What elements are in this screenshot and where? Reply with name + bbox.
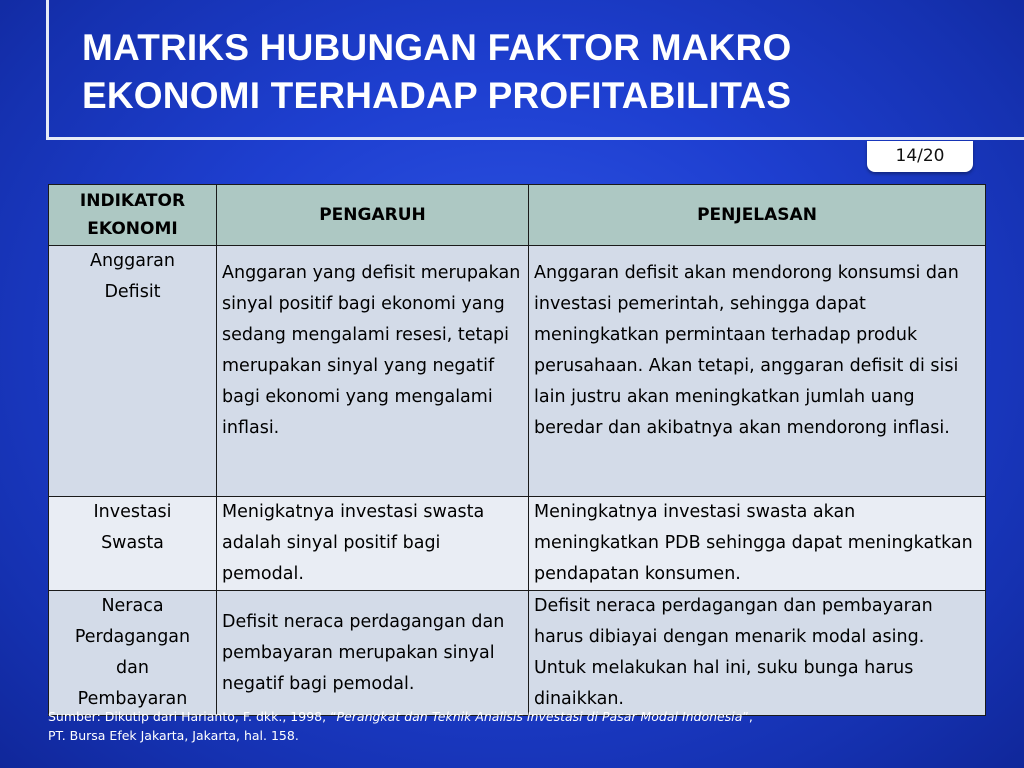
slide-title-line-2: EKONOMI TERHADAP PROFITABILITAS	[82, 75, 792, 116]
source-line-2: PT. Bursa Efek Jakarta, Jakarta, hal. 158.	[48, 728, 299, 743]
indicator-line-2: Swasta	[101, 533, 164, 553]
source-prefix: Sumber: Dikutip dari Harianto, F. dkk., 1998, “	[48, 709, 337, 724]
table-header-row	[49, 185, 986, 246]
indicator-cell	[49, 497, 217, 591]
indicator-line-2: Defisit	[104, 282, 161, 302]
indicator-line-3: dan	[116, 658, 149, 678]
penjelasan-cell: Meningkatnya investasi swasta akan meningkatkan PDB sehingga dapat meningkatkan pendapatan konsumen.	[529, 497, 986, 591]
header-indikator-ekonomi	[49, 185, 217, 246]
pengaruh-cell: Menigkatnya investasi swasta adalah sinyal positif bagi pemodal.	[217, 497, 529, 591]
indicator-line-4: Pembayaran	[77, 689, 188, 709]
pengaruh-cell: Anggaran yang defisit merupakan sinyal positif bagi ekonomi yang sedang mengalami resesi, tetapi merupakan sinyal yang negatif bagi ekonomi yang mengalami inflasi.	[217, 246, 529, 497]
indicator-line-2: Perdagangan	[74, 627, 191, 647]
source-line-1	[48, 707, 998, 726]
indicator-line-1: Investasi	[93, 502, 172, 522]
slide-title-line-1: MATRIKS HUBUNGAN FAKTOR MAKRO	[82, 27, 792, 68]
header-indikator-line-2: EKONOMI	[87, 219, 178, 239]
page-indicator: 14/20	[867, 141, 973, 172]
source-suffix: ”,	[742, 709, 753, 724]
table-row	[49, 246, 986, 497]
table-row	[49, 591, 986, 716]
header-penjelasan: PENJELASAN	[529, 185, 986, 246]
indicator-line-1: Anggaran	[89, 251, 175, 271]
indicator-line-1: Neraca	[101, 596, 164, 616]
table-row	[49, 497, 986, 591]
slide-title	[82, 24, 982, 120]
indicator-cell	[49, 591, 217, 716]
indicator-cell	[49, 246, 217, 497]
source-citation	[48, 707, 998, 745]
header-indikator-line-1: INDIKATOR	[79, 191, 186, 211]
source-book-title: Perangkat dan Teknik Analisis Investasi di Pasar Modal Indonesia	[336, 709, 743, 724]
header-pengaruh: PENGARUH	[217, 185, 529, 246]
penjelasan-cell: Defisit neraca perdagangan dan pembayaran harus dibiayai dengan menarik modal asing. Untuk melakukan hal ini, suku bunga harus dinaikkan.	[529, 591, 986, 716]
pengaruh-cell: Defisit neraca perdagangan dan pembayaran merupakan sinyal negatif bagi pemodal.	[217, 591, 529, 716]
penjelasan-cell: Anggaran defisit akan mendorong konsumsi dan investasi pemerintah, sehingga dapat meningkatkan permintaan terhadap produk perusahaan. Akan tetapi, anggaran defisit di sisi lain justru akan meningkatkan jumlah uang beredar dan akibatnya akan mendorong inflasi.	[529, 246, 986, 497]
macro-factor-matrix-table	[48, 184, 986, 716]
